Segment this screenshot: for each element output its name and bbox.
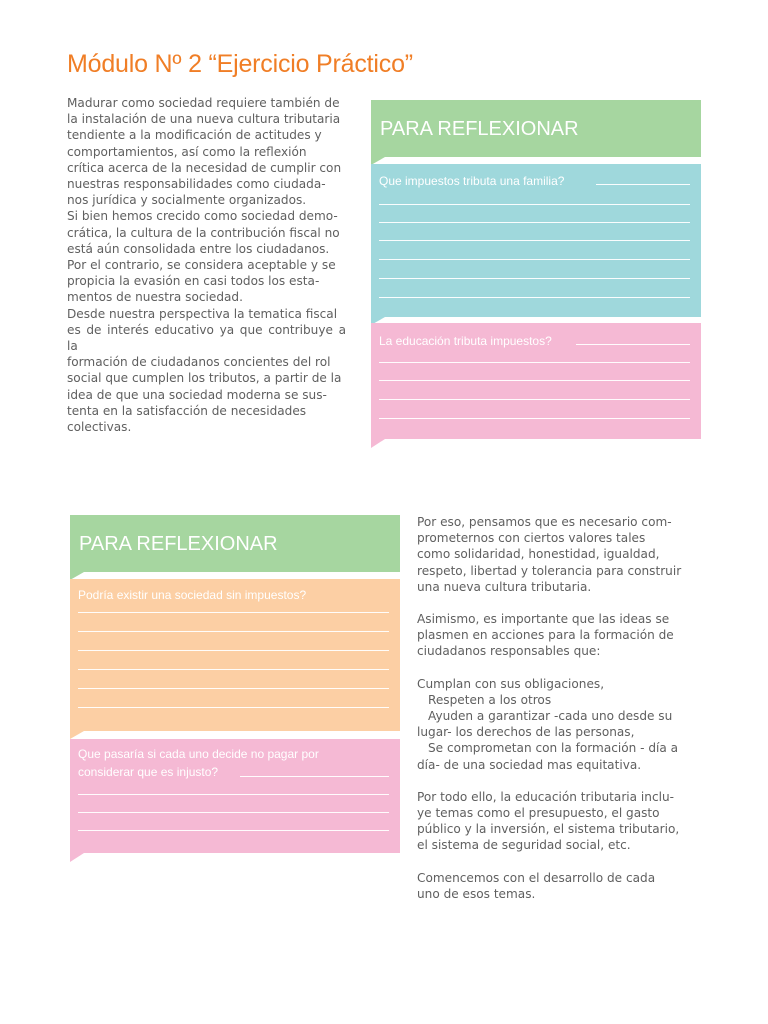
question-box-society-without-taxes [70,579,400,731]
text-line: prometernos con ciertos valores tales [417,531,646,546]
question-label: Que impuestos tributa una familia? [379,174,565,188]
answer-line[interactable] [379,418,690,419]
answer-line[interactable] [78,650,389,651]
answer-line[interactable] [78,669,389,670]
answer-line[interactable] [379,240,690,241]
paragraph-gap [417,660,717,676]
text-line: público y la inversión, el sistema tributario, [417,822,680,837]
panel-heading-text: PARA REFLEXIONAR [380,118,579,140]
intro-line: colectivas. [67,420,132,435]
answer-line[interactable] [596,184,690,185]
question-box-refuse-to-pay [70,739,400,853]
text-line: ye temas como el presupuesto, el gasto [417,806,660,821]
intro-line: comportamientos, así como la reflexión [67,144,307,159]
intro-line: crítica acerca de la necesidad de cumplir con [67,160,342,175]
intro-line: social que cumplen los tributos, a partir de la [67,371,342,386]
answer-line[interactable] [379,259,690,260]
answer-line[interactable] [379,222,690,223]
panel-heading [371,100,701,157]
text-line: Se comprometan con la formación - día a [428,741,679,756]
intro-line: mentos de nuestra sociedad. [67,290,243,305]
intro-line: tendiente a la modificación de actitudes y [67,128,322,143]
answer-line[interactable] [379,278,690,279]
paragraph-gap [417,595,717,611]
answer-line[interactable] [78,631,389,632]
intro-line: es de interés educativo ya que contribuye a la [67,322,346,354]
intro-line: nuestras responsabilidades como ciudada- [67,177,326,192]
answer-line[interactable] [379,380,690,381]
answer-line[interactable] [78,794,389,795]
text-line: respeto, libertad y tolerancia para construir [417,563,682,578]
question-box-family-taxes [371,164,701,317]
box-tab [70,731,84,739]
text-line: como solidaridad, honestidad, igualdad, [417,547,660,562]
question-label: Podría existir una sociedad sin impuestos? [78,588,307,602]
intro-line: Por el contrario, se considera aceptable y se [67,258,336,273]
intro-line: crática, la cultura de la contribución fiscal no [67,225,340,240]
text-line: el sistema de seguridad social, etc. [417,838,631,853]
text-line: una nueva cultura tributaria. [417,579,592,594]
intro-line: formación de ciudadanos concientes del rol [67,355,331,370]
answer-line[interactable] [379,399,690,400]
panel-heading [70,515,400,572]
intro-line: propicia la evasión en casi todos los esta- [67,274,320,289]
page-title: Módulo Nº 2 “Ejercicio Práctico” [67,50,413,78]
text-line: Cumplan con sus obligaciones, [417,676,605,691]
right-column-text [417,514,717,902]
answer-line[interactable] [576,344,690,345]
box-tab [371,439,385,448]
text-line: Respeten a los otros [428,692,552,707]
box-tab [70,853,84,862]
intro-line: Madurar como sociedad requiere también de [67,96,340,110]
question-label: considerar que es injusto? [78,765,219,779]
text-line: ciudadanos responsables que: [417,644,601,659]
question-label: La educación tributa impuestos? [379,334,552,348]
text-line: plasmen en acciones para la formación de [417,628,674,643]
answer-line[interactable] [78,707,389,708]
paragraph-gap [417,773,717,789]
intro-paragraph [67,95,346,435]
intro-line: Desde nuestra perspectiva la tematica fiscal [67,306,338,321]
answer-line[interactable] [78,688,389,689]
intro-line: la instalación de una nueva cultura tributaria [67,112,341,127]
reflection-panel-1 [371,100,701,439]
text-line: Asimismo, es importante que las ideas se [417,612,670,627]
panel-heading-text: PARA REFLEXIONAR [79,533,278,555]
answer-line[interactable] [78,830,389,831]
text-line: Ayuden a garantizar -cada uno desde su [428,709,673,724]
answer-line[interactable] [379,362,690,363]
paragraph-gap [417,854,717,870]
text-line: día- de una sociedad mas equitativa. [417,757,642,772]
answer-line[interactable] [240,776,389,777]
intro-line: nos jurídica y socialmente organizados. [67,193,307,208]
intro-line: está aún consolidada entre los ciudadanos. [67,241,330,256]
answer-line[interactable] [78,612,389,613]
intro-line: tenta en la satisfacción de necesidades [67,403,307,418]
text-line: lugar- los derechos de las personas, [417,725,635,740]
intro-line: Si bien hemos crecido como sociedad demo- [67,209,338,224]
answer-line[interactable] [78,812,389,813]
reflection-panel-2 [70,515,400,853]
question-label: Que pasaría si cada uno decide no pagar por [78,747,319,761]
text-line: Comencemos con el desarrollo de cada [417,870,656,885]
answer-line[interactable] [379,204,690,205]
answer-line[interactable] [379,297,690,298]
question-box-education-taxes [371,323,701,439]
text-line: Por eso, pensamos que es necesario com- [417,515,672,529]
intro-line: idea de que una sociedad moderna se sus- [67,387,327,402]
text-line: Por todo ello, la educación tributaria inclu- [417,789,674,804]
text-line: uno de esos temas. [417,886,536,901]
